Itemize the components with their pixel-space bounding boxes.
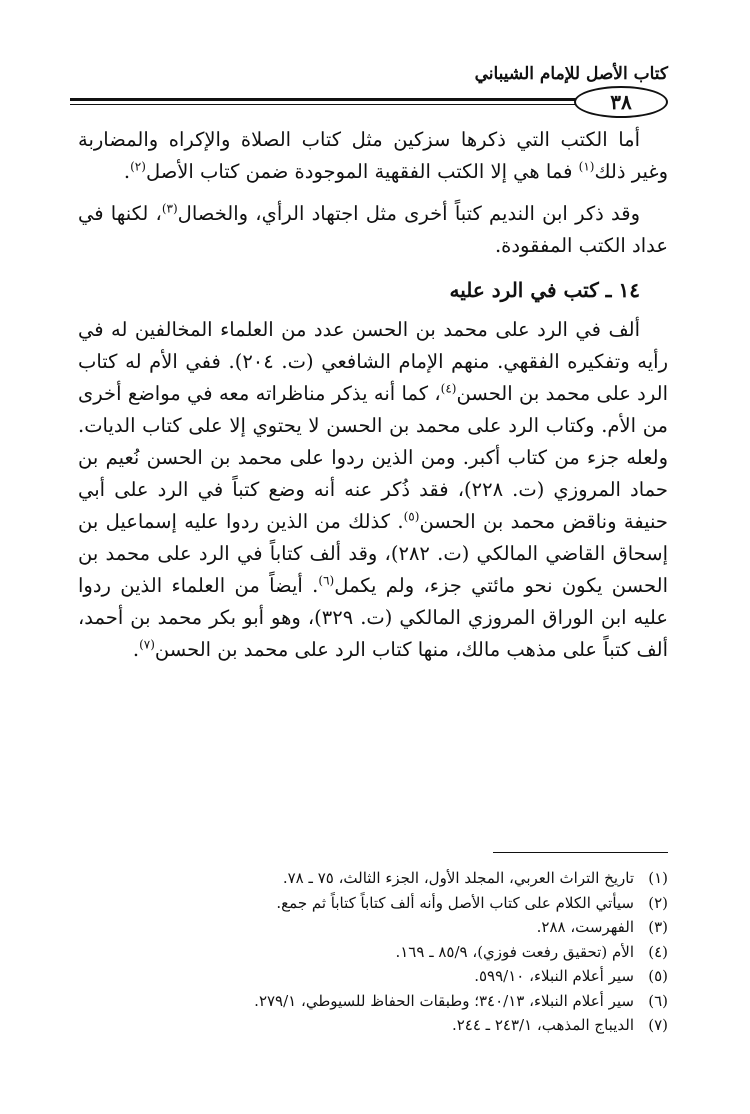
footnote-ref-3: (٣) (161, 201, 178, 216)
footnote-number: (٦) (648, 991, 668, 1010)
footnote-text: سير أعلام النبلاء، ٥٩٩/١٠. (474, 967, 634, 985)
footnote-text: سير أعلام النبلاء، ٣٤٠/١٣؛ وطبقات الحفاظ للسيوطي، ٢٧٩/١. (254, 991, 634, 1010)
section-heading: ١٤ ـ كتب في الرد عليه (449, 278, 640, 302)
paragraph-3-text-e: . (132, 638, 140, 661)
footnote-ref-7: (٧) (139, 637, 155, 652)
footnote (78, 989, 668, 1014)
footnote (78, 915, 668, 940)
paragraph-1-text-a: أما الكتب التي ذكرها سزكين مثل كتاب الصلاة والإكراه والمضاربة وغير ذلك (78, 128, 668, 183)
footnote (78, 891, 668, 916)
footnote-separator (493, 852, 668, 853)
paragraph-1-text-c: . (123, 160, 131, 183)
footnote-text: تاريخ التراث العربي، المجلد الأول، الجزء الثالث، ٧٥ ـ ٧٨. (282, 869, 634, 887)
paragraph-3-text-c: . كذلك من الذين ردوا عليه إسماعيل بن إسحاق القاضي المالكي (ت. ٢٨٢)، وقد ألف كتاباً في الرد على محمد بن الحسن يكون نحو مائتي جزء، ولم يكمل (78, 510, 668, 597)
footnote (78, 866, 668, 891)
footnote-ref-1: (١) (578, 159, 595, 174)
footnote (78, 964, 668, 989)
paragraph-2-text-a: وقد ذكر ابن النديم كتباً أخرى مثل اجتهاد الرأي، والخصال (177, 202, 640, 225)
paragraph-2 (78, 198, 668, 262)
footnote-number: (٤) (648, 942, 668, 961)
footnote-text: الفهرست، ٢٨٨. (536, 918, 634, 936)
footnote-number: (٣) (648, 918, 668, 936)
header-rule-thick (70, 98, 582, 101)
main-text (78, 124, 668, 666)
footnote-ref-4: (٤) (440, 381, 457, 396)
footnote-ref-2: (٢) (130, 159, 146, 174)
footnote-text: الأم (تحقيق رفعت فوزي)، ٨٥/٩ ـ ١٦٩. (395, 942, 634, 961)
paragraph-3-text-b: ، كما أنه يذكر مناظراته معه في مواضع أخرى من الأم. وكتاب الرد على محمد بن الحسن لا يحتوي إلا على كتاب الديات. ولعله جزء من كتاب أكبر. ومن الذين ردوا على محمد بن الحسن نُعيم بن حماد المروزي (ت. ٢٢٨)، فقد ذُكر عنه أنه وضع كتباً في الرد على أبي حنيفة وناقض محمد بن الحسن (78, 382, 668, 533)
footnotes (78, 866, 668, 1038)
footnote (78, 1013, 668, 1038)
footnote-number: (٢) (648, 893, 668, 912)
header-rule-thin (70, 104, 582, 105)
paragraph-1 (78, 124, 668, 188)
paragraph-2-text-b: ، لكنها في عداد الكتب المفقودة. (78, 202, 668, 257)
footnote-number: (٥) (648, 967, 668, 985)
running-title: كتاب الأصل للإمام الشيباني (474, 64, 668, 84)
footnote-text: الديباج المذهب، ٢٤٣/١ ـ ٢٤٤. (451, 1016, 634, 1034)
footnote-number: (١) (648, 869, 668, 887)
footnote-ref-5: (٥) (403, 509, 420, 524)
paragraph-1-text-b: فما هي إلا الكتب الفقهية الموجودة ضمن كتاب الأصل (145, 160, 579, 183)
footnote-number: (٧) (648, 1016, 668, 1034)
paragraph-3-text-d: . أيضاً من العلماء الذين ردوا عليه ابن الوراق المروزي المالكي (ت. ٣٢٩)، وهو أبو بكر محمد بن أحمد، ألف كتباً على مذهب مالك، منها كتاب الرد على محمد بن الحسن (78, 574, 668, 661)
footnote-text: سيأتي الكلام على كتاب الأصل وأنه ألف كتاباً كتاباً ثم جمع. (276, 893, 634, 912)
page-number: ٣٨ (574, 86, 668, 118)
footnote (78, 940, 668, 965)
paragraph-3-text-a: ألف في الرد على محمد بن الحسن عدد من العلماء المخالفين له في رأيه وتفكيره الفقهي. منهم الإمام الشافعي (ت. ٢٠٤). ففي الأم له كتاب الرد على محمد بن الحسن (78, 318, 669, 405)
footnote-ref-6: (٦) (318, 573, 335, 588)
paragraph-3 (78, 314, 668, 666)
